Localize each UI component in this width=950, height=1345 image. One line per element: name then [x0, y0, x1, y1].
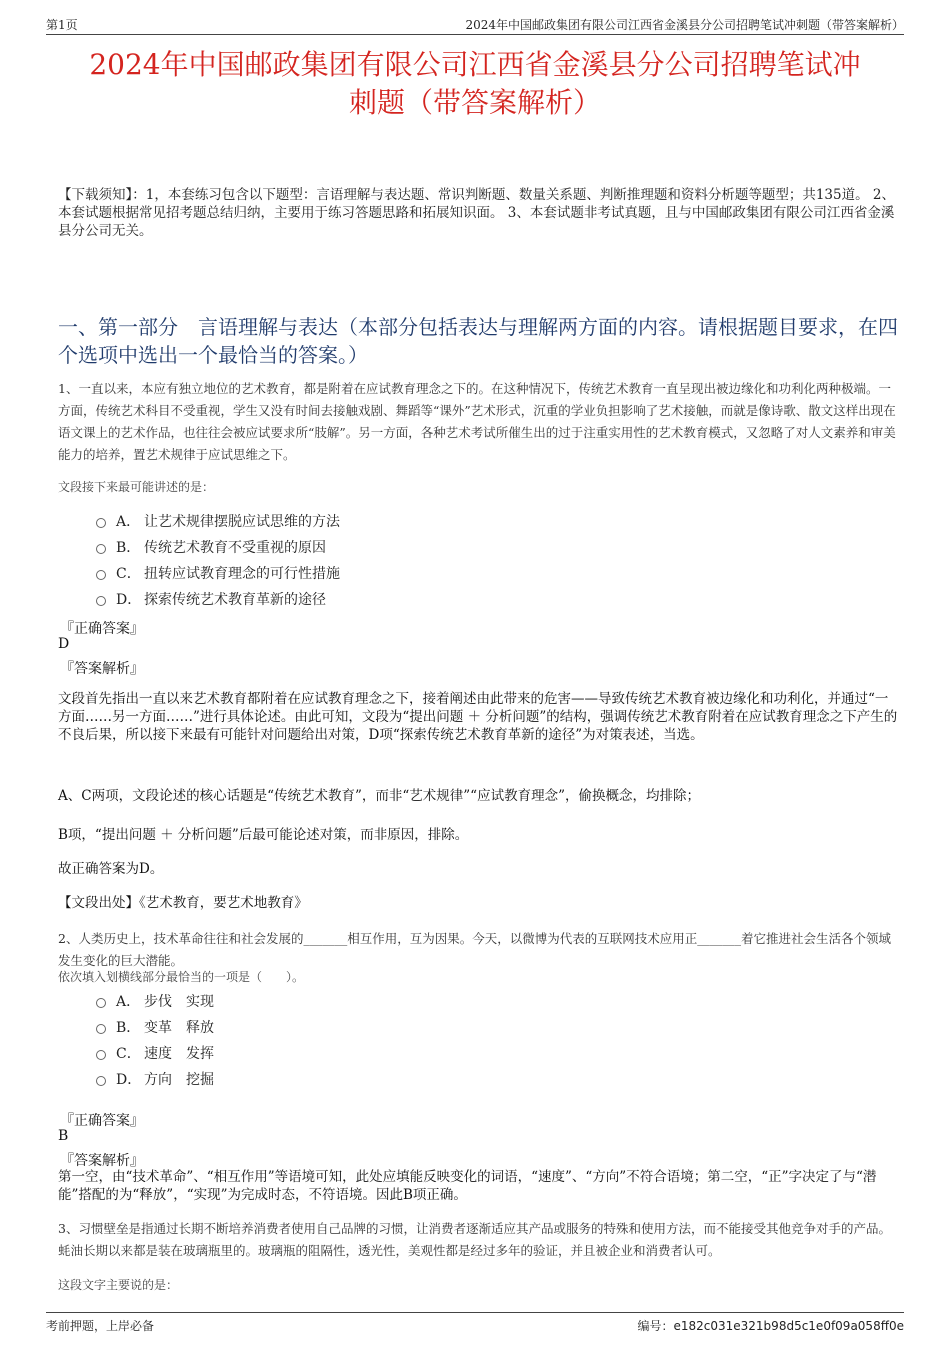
download-notice: 【下载须知】：1，本套练习包含以下题型：言语理解与表达题、常识判断题、数量关系题、判断推理题和资料分析题等题型；共135道。 2、本套试题根据常见招考题总结归纳，主要用于练习答题思路和拓展知识面。 3、本套试题非考试真题，且与中国邮政集团有限公司江西省金溪县分公司无关。 [58, 187, 895, 239]
q1-option-a[interactable]: A． 让艺术规律摆脱应试思维的方法 [96, 508, 340, 534]
q2-option-c[interactable]: C． 速度 发挥 [96, 1040, 214, 1066]
page-footer [46, 1312, 904, 1336]
q2-answer: B [58, 1128, 69, 1144]
q1-option-c[interactable]: C． 扭转应试教育理念的可行性措施 [96, 560, 340, 586]
q2-answer-label: 『正确答案』 [60, 1113, 144, 1129]
q2-option-a[interactable]: A． 步伐 实现 [96, 988, 214, 1014]
q1-analysis-1: 文段首先指出一直以来艺术教育都附着在应试教育理念之下，接着阐述由此带来的危害——导致传统艺术教育被边缘化和功利化，并通过“一方面……另一方面……”进行具体论述。由此可知，文段为“提出问题 ＋ 分析问题”的结构，强调传统艺术教育附着在应试教育理念之下产生的不良后果，所以接下来最有可能针对问题给出对策，D项“探索传统艺术教育革新的途径”为对策表述，当选。 [58, 691, 898, 743]
page-number: 第1页 [46, 18, 78, 32]
radio-icon[interactable] [96, 518, 106, 528]
q2-analysis: 第一空，由“技术革命”、“相互作用”等语境可知，此处应填能反映变化的词语，“速度”、“方向”不符合语境；第二空，“正”字决定了与“潜能”搭配的为“释放”，“实现”为完成时态，不符语境。因此B项正确。 [58, 1169, 877, 1203]
q2-analysis-label: 『答案解析』 [60, 1153, 144, 1169]
radio-icon[interactable] [96, 544, 106, 554]
q1-answer: D [58, 636, 70, 652]
header-doc-title: 2024年中国邮政集团有限公司江西省金溪县分公司招聘笔试冲刺题（带答案解析） [465, 18, 904, 32]
radio-icon[interactable] [96, 1024, 106, 1034]
q2-options [96, 988, 214, 1092]
q1-option-b[interactable]: B． 传统艺术教育不受重视的原因 [96, 534, 340, 560]
q1-ask: 文段接下来最可能讲述的是： [58, 480, 215, 494]
q1-analysis-4: 故正确答案为D。 [58, 861, 164, 877]
footer-slogan: 考前押题，上岸必备 [46, 1319, 155, 1333]
q2-stem: 2、人类历史上，技术革命往往和社会发展的_______相互作用，互为因果。今天，以微博为代表的互联网技术应用正_______着它推进社会生活各个领域发生变化的巨大潜能。 [58, 931, 891, 968]
q2-option-b[interactable]: B． 变革 释放 [96, 1014, 214, 1040]
q1-analysis-2: A、C两项，文段论述的核心话题是“传统艺术教育”，而非“艺术规律”“应试教育理念”，偷换概念，均排除； [58, 788, 700, 804]
q1-analysis-label: 『答案解析』 [60, 661, 144, 677]
document-title [46, 46, 904, 122]
title-line-1: 2024年中国邮政集团有限公司江西省金溪县分公司招聘笔试冲 [89, 48, 861, 81]
radio-icon[interactable] [96, 596, 106, 606]
radio-icon[interactable] [96, 1076, 106, 1086]
q1-analysis-3: B项，“提出问题 ＋ 分析问题”后最可能论述对策，而非原因，排除。 [58, 827, 469, 843]
q1-options [96, 508, 340, 612]
radio-icon[interactable] [96, 570, 106, 580]
q1-source: 【文段出处】《艺术教育，要艺术地教育》 [58, 895, 308, 911]
q2-ask: 依次填入划横线部分最恰当的一项是（ ）。 [58, 970, 305, 984]
page-header [46, 14, 904, 35]
title-line-2: 刺题（带答案解析） [348, 86, 601, 119]
footer-id-label: 编号： [637, 1319, 674, 1333]
radio-icon[interactable] [96, 1050, 106, 1060]
footer-id [637, 1317, 904, 1334]
q3-ask: 这段文字主要说的是： [58, 1278, 179, 1292]
section-heading: 一、第一部分 言语理解与表达（本部分包括表达与理解两方面的内容。请根据题目要求，在四个选项中选出一个最恰当的答案。） [58, 315, 898, 367]
q3-stem: 3、习惯壁垒是指通过长期不断培养消费者使用自己品牌的习惯，让消费者逐渐适应其产品或服务的特殊和使用方法，而不能接受其他竞争对手的产品。蚝油长期以来都是装在玻璃瓶里的。玻璃瓶的阻隔性，透光性，美观性都是经过多年的验证，并且被企业和消费者认可。 [58, 1221, 891, 1258]
footer-id-code: e182c031e321b98d5c1e0f09a058ff0e [673, 1319, 904, 1333]
q2-option-d[interactable]: D． 方向 挖掘 [96, 1066, 214, 1092]
q1-option-d[interactable]: D． 探索传统艺术教育革新的途径 [96, 586, 340, 612]
q1-answer-label: 『正确答案』 [60, 621, 144, 637]
radio-icon[interactable] [96, 998, 106, 1008]
q1-stem: 1、一直以来，本应有独立地位的艺术教育，都是附着在应试教育理念之下的。在这种情况下，传统艺术教育一直呈现出被边缘化和功利化两种极端。一方面，传统艺术科目不受重视，学生又没有时间去接触戏剧、舞蹈等“课外”艺术形式，沉重的学业负担影响了艺术接触，而就是像诗歌、散文这样出现在语文课上的艺术作品，也往往会被应试要求所“肢解”。另一方面，各种艺术考试所催生出的过于注重实用性的艺术教育模式，又忽略了对人文素养和审美能力的培养，置艺术规律于应试思维之下。 [58, 381, 896, 462]
